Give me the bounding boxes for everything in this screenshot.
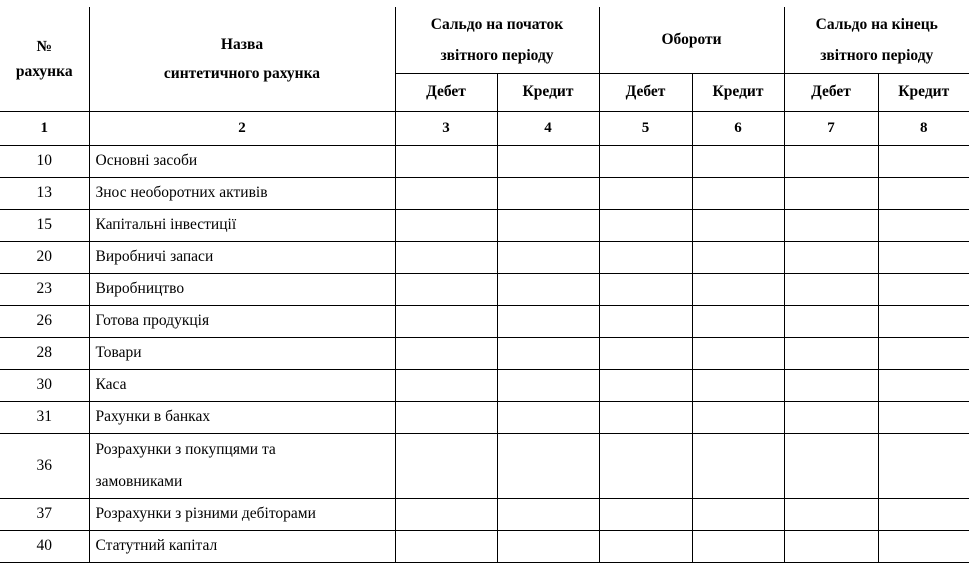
column-number: 8 — [878, 111, 969, 145]
closing-debit-cell — [784, 241, 878, 273]
header-account-name: Назва синтетичного рахунка — [89, 7, 395, 111]
table-row — [0, 369, 969, 401]
table-row — [0, 177, 969, 209]
account-name — [89, 433, 395, 498]
account-number: 28 — [0, 337, 89, 369]
turnover-credit-cell — [692, 369, 784, 401]
opening-credit-cell — [497, 498, 599, 530]
account-name: Виробництво — [89, 273, 395, 305]
account-number: 20 — [0, 241, 89, 273]
closing-debit-cell — [784, 498, 878, 530]
account-name: Знос необоротних активів — [89, 177, 395, 209]
opening-credit-cell — [497, 433, 599, 498]
turnover-credit-cell — [692, 145, 784, 177]
header-turnover: Обороти — [599, 7, 784, 73]
column-number: 1 — [0, 111, 89, 145]
closing-debit-cell — [784, 433, 878, 498]
turnover-debit-cell — [599, 241, 692, 273]
closing-credit-cell — [878, 498, 969, 530]
opening-debit-cell — [395, 305, 497, 337]
turnover-credit-cell — [692, 433, 784, 498]
opening-debit-cell — [395, 433, 497, 498]
turnover-debit-cell — [599, 145, 692, 177]
opening-debit-cell — [395, 241, 497, 273]
header-closing-credit: Кредит — [878, 73, 969, 111]
opening-debit-cell — [395, 145, 497, 177]
closing-credit-cell — [878, 273, 969, 305]
account-number: 10 — [0, 145, 89, 177]
turnover-credit-cell — [692, 305, 784, 337]
column-number: 4 — [497, 111, 599, 145]
turnover-debit-cell — [599, 177, 692, 209]
closing-debit-cell — [784, 273, 878, 305]
closing-debit-cell — [784, 401, 878, 433]
column-number: 3 — [395, 111, 497, 145]
opening-debit-cell — [395, 498, 497, 530]
closing-debit-cell — [784, 145, 878, 177]
closing-credit-cell — [878, 209, 969, 241]
account-name: Статутний капітал — [89, 530, 395, 562]
table-row — [0, 273, 969, 305]
turnover-debit-cell — [599, 337, 692, 369]
opening-debit-cell — [395, 401, 497, 433]
opening-credit-cell — [497, 273, 599, 305]
column-number: 5 — [599, 111, 692, 145]
column-number: 7 — [784, 111, 878, 145]
table-row — [0, 145, 969, 177]
account-name: Виробничі запаси — [89, 241, 395, 273]
table-row — [0, 433, 969, 498]
account-number: 15 — [0, 209, 89, 241]
opening-credit-cell — [497, 209, 599, 241]
turnover-credit-cell — [692, 241, 784, 273]
turnover-credit-cell — [692, 498, 784, 530]
account-name: Розрахунки з різними дебіторами — [89, 498, 395, 530]
turnover-credit-cell — [692, 209, 784, 241]
turnover-credit-cell — [692, 177, 784, 209]
closing-credit-cell — [878, 530, 969, 562]
account-number: 26 — [0, 305, 89, 337]
table-row — [0, 530, 969, 562]
opening-credit-cell — [497, 530, 599, 562]
closing-credit-cell — [878, 305, 969, 337]
opening-credit-cell — [497, 337, 599, 369]
account-number: 13 — [0, 177, 89, 209]
closing-debit-cell — [784, 369, 878, 401]
header-opening-debit: Дебет — [395, 73, 497, 111]
turnover-credit-cell — [692, 273, 784, 305]
account-number: 30 — [0, 369, 89, 401]
turnover-debit-cell — [599, 369, 692, 401]
header-closing-balance: Сальдо на кінець звітного періоду — [784, 7, 969, 73]
opening-credit-cell — [497, 305, 599, 337]
turnover-debit-cell — [599, 530, 692, 562]
closing-debit-cell — [784, 530, 878, 562]
turnover-debit-cell — [599, 209, 692, 241]
turnover-debit-cell — [599, 305, 692, 337]
table-row — [0, 401, 969, 433]
closing-credit-cell — [878, 369, 969, 401]
account-name: Рахунки в банках — [89, 401, 395, 433]
header-opening-credit: Кредит — [497, 73, 599, 111]
closing-debit-cell — [784, 177, 878, 209]
table-row — [0, 498, 969, 530]
turnover-debit-cell — [599, 273, 692, 305]
turnover-debit-cell — [599, 433, 692, 498]
account-number: 31 — [0, 401, 89, 433]
turnover-credit-cell — [692, 337, 784, 369]
account-name: Товари — [89, 337, 395, 369]
account-number: 37 — [0, 498, 89, 530]
closing-credit-cell — [878, 177, 969, 209]
account-name: Капітальні інвестиції — [89, 209, 395, 241]
column-number: 2 — [89, 111, 395, 145]
column-number: 6 — [692, 111, 784, 145]
closing-credit-cell — [878, 433, 969, 498]
account-number: 36 — [0, 433, 89, 498]
header-turnover-credit: Кредит — [692, 73, 784, 111]
header-closing-debit: Дебет — [784, 73, 878, 111]
opening-debit-cell — [395, 273, 497, 305]
opening-debit-cell — [395, 369, 497, 401]
table-row — [0, 241, 969, 273]
header-account-number: № рахунка — [0, 7, 89, 111]
account-name-line: Розрахунки з покупцями та — [95, 440, 276, 458]
opening-debit-cell — [395, 530, 497, 562]
closing-credit-cell — [878, 401, 969, 433]
turnover-credit-cell — [692, 401, 784, 433]
opening-credit-cell — [497, 177, 599, 209]
account-name: Готова продукція — [89, 305, 395, 337]
opening-debit-cell — [395, 209, 497, 241]
header-opening-balance: Сальдо на початок звітного періоду — [395, 7, 599, 73]
turnover-credit-cell — [692, 530, 784, 562]
account-number: 23 — [0, 273, 89, 305]
account-name-line: замовниками — [95, 472, 183, 490]
header-turnover-debit: Дебет — [599, 73, 692, 111]
turnover-debit-cell — [599, 401, 692, 433]
closing-debit-cell — [784, 305, 878, 337]
opening-credit-cell — [497, 369, 599, 401]
table-row — [0, 209, 969, 241]
table-row — [0, 305, 969, 337]
opening-credit-cell — [497, 401, 599, 433]
table-row — [0, 337, 969, 369]
opening-credit-cell — [497, 145, 599, 177]
account-number: 40 — [0, 530, 89, 562]
trial-balance-table — [0, 7, 969, 563]
turnover-debit-cell — [599, 498, 692, 530]
closing-credit-cell — [878, 145, 969, 177]
account-name: Основні засоби — [89, 145, 395, 177]
closing-credit-cell — [878, 337, 969, 369]
closing-debit-cell — [784, 209, 878, 241]
closing-credit-cell — [878, 241, 969, 273]
closing-debit-cell — [784, 337, 878, 369]
account-name: Каса — [89, 369, 395, 401]
opening-credit-cell — [497, 241, 599, 273]
opening-debit-cell — [395, 337, 497, 369]
opening-debit-cell — [395, 177, 497, 209]
